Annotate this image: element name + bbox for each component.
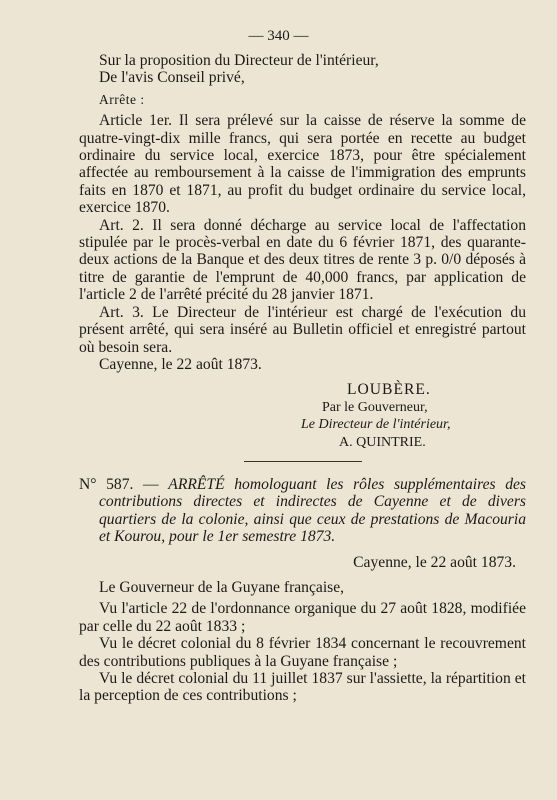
decree-title — [79, 476, 526, 546]
decree-title-text: ARRÊTÉ homologuant les rôles supplémentaires des contributions directes et indirectes de Cayenne et de divers quartiers de la colonie, ainsi que ceux de prestations de Macouria et Kourou, pour le 1er semestre 1873. — [99, 475, 526, 546]
signature-name: LOUBÈRE. — [347, 381, 431, 399]
signature-line-1: Par le Gouverneur, — [322, 399, 428, 415]
article-1: Article 1er. Il sera prélevé sur la caisse de réserve la somme de quatre-vingt-dix mille francs, qui sera portée en recette au budget ordinaire du service local, exercice 1873, pour être spécialement affectée au remboursement à la caisse de l'immigration des emprunts faits en 1870 et 1871, au profit du budget ordinaire du service local, exercice 1870. — [79, 112, 526, 217]
decree-number: N° 587. — — [79, 475, 159, 493]
preamble-proposition: Sur la proposition du Directeur de l'intérieur, — [99, 52, 379, 69]
article-2: Art. 2. Il sera donné décharge au service local de l'affectation stipulée par le procès-verbal en date du 6 février 1871, des quarante-deux actions de la Banque et des deux titres de rente 3 p. 0/0 déposés à titre de garantie de l'emprunt de 40,000 francs, par application de l'article 2 de l'arrêté précité du 28 janvier 1871. — [79, 216, 526, 304]
decree-date: Cayenne, le 22 août 1873. — [353, 553, 516, 571]
place-date: Cayenne, le 22 août 1873. — [99, 355, 262, 373]
vu-decret-1834: Vu le décret colonial du 8 février 1834 concernant le recouvrement des contributions publiques à la Guyane française ; — [79, 635, 526, 670]
vu-decret-1837: Vu le décret colonial du 11 juillet 1837 sur l'assiette, la répartition et la perception de ces contributions ; — [79, 670, 526, 705]
article-3: Art. 3. Le Directeur de l'intérieur est chargé de l'exécution du présent arrêté, qui sera inséré au Bulletin officiel et enregistré partout où besoin sera. — [79, 303, 526, 356]
vu-ordonnance: Vu l'article 22 de l'ordonnance organique du 27 août 1828, modifiée par celle du 22 août 1833 ; — [79, 600, 526, 635]
signature-line-3: A. QUINTRIE. — [339, 434, 426, 450]
section-divider — [244, 461, 362, 462]
document-body — [79, 52, 526, 705]
signature-line-2: Le Directeur de l'intérieur, — [301, 417, 451, 433]
page-number: — 340 — — [248, 28, 309, 44]
arrete-heading: Arrête : — [99, 91, 145, 107]
preamble-conseil: De l'avis Conseil privé, — [99, 69, 245, 87]
gouverneur-heading: Le Gouverneur de la Guyane française, — [99, 578, 345, 596]
